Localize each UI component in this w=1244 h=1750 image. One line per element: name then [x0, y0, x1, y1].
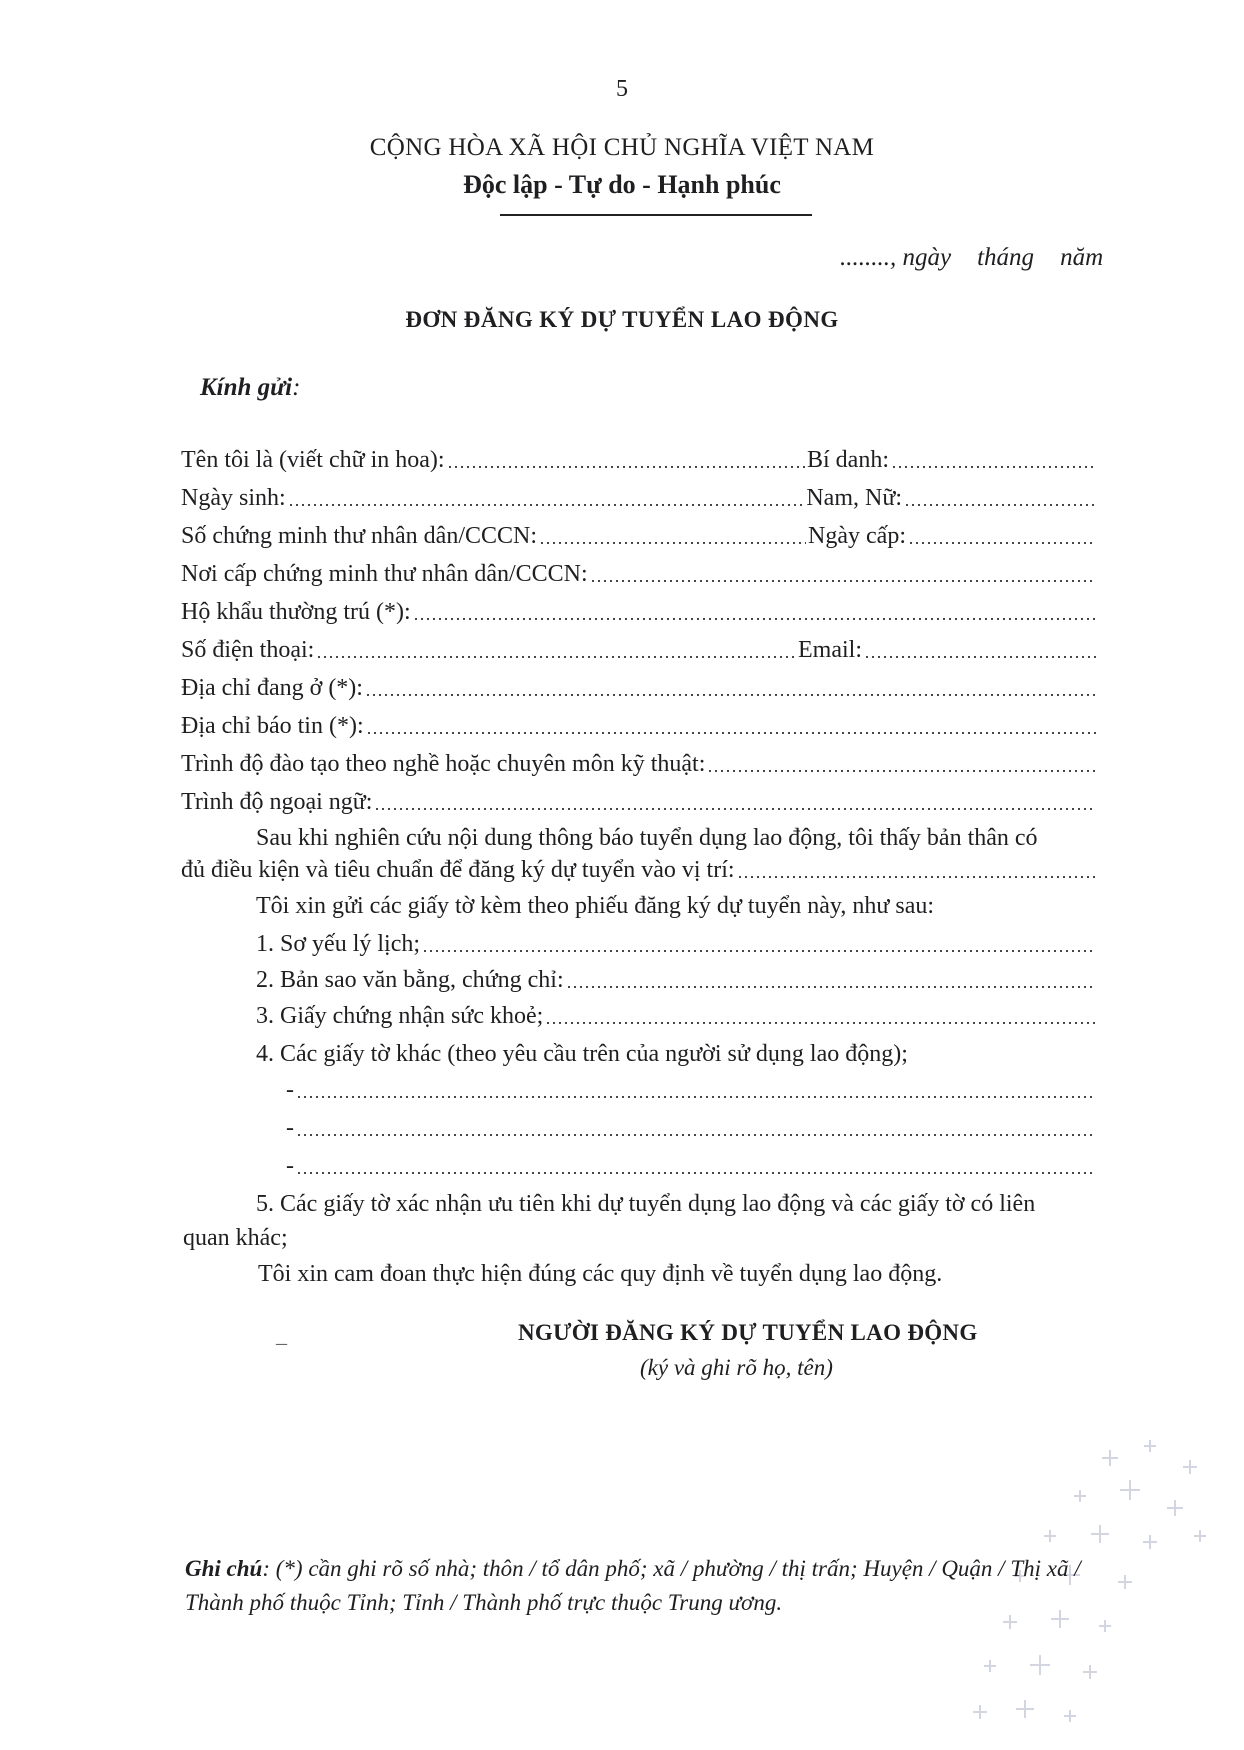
date-place: ........, ngày [840, 244, 952, 271]
statement-line1: Sau khi nghiên cứu nội dung thông báo tuyển dụng lao động, tôi thấy bản thân có [256, 825, 1038, 851]
header-underline [500, 214, 812, 216]
recipient-label: Kính gửi [200, 374, 293, 401]
attachment-row-1 [256, 926, 1098, 958]
other-doc-field-3[interactable] [296, 1155, 1096, 1175]
recipient-colon: : [292, 374, 301, 401]
attachment-1-field[interactable] [422, 933, 1096, 953]
language-label: Trình độ ngoại ngữ: [181, 789, 373, 815]
field-row-name [181, 442, 1098, 474]
email-label: Email: [798, 637, 862, 663]
language-field[interactable] [374, 791, 1096, 811]
position-field[interactable] [737, 859, 1096, 879]
footnote-label: Ghi chú [185, 1556, 263, 1581]
other-doc-field-2[interactable] [296, 1117, 1096, 1137]
full-name-label: Tên tôi là (viết chữ in hoa): [181, 447, 445, 473]
id-number-label: Số chứng minh thư nhân dân/CCCN: [181, 523, 538, 549]
footnote-text: : (*) cần ghi rõ số nhà; thôn / tổ dân phố; xã / phường / thị trấn; Huyện / Quận / Thị xã / Thành phố thuộc Tỉnh; Tỉnh / Thành phố trực thuộc Trung ương. [185, 1556, 1081, 1615]
attachment-4-label: 4. Các giấy tờ khác (theo yêu cầu trên của người sử dụng lao động); [256, 1041, 908, 1067]
field-row-position [181, 852, 1098, 884]
date-line [840, 244, 1103, 272]
attachment-5-line2: quan khác; [183, 1225, 288, 1251]
nation-header: CỘNG HÒA XÃ HỘI CHỦ NGHĨA VIỆT NAM [369, 134, 875, 161]
gender-field[interactable] [904, 487, 1096, 507]
field-row-language [181, 784, 1098, 816]
form-title: ĐƠN ĐĂNG KÝ DỰ TUYỂN LAO ĐỘNG [405, 307, 839, 332]
field-row-current-address [181, 670, 1098, 702]
phone-label: Số điện thoại: [181, 637, 315, 663]
id-number-field[interactable] [539, 525, 806, 545]
attachment-1-label: 1. Sơ yếu lý lịch; [256, 931, 421, 957]
dob-label: Ngày sinh: [181, 485, 286, 511]
contact-address-label: Địa chỉ báo tin (*): [181, 713, 364, 739]
other-doc-row-1 [286, 1072, 1098, 1104]
signature-subtitle: (ký và ghi rõ họ, tên) [640, 1355, 833, 1380]
date-month: tháng [977, 244, 1035, 271]
dash-marker: - [286, 1153, 294, 1179]
field-row-contact-address [181, 708, 1098, 740]
field-row-issue-place [181, 556, 1098, 588]
attachment-row-2 [256, 962, 1098, 994]
signature-mark: _ [276, 1322, 287, 1347]
issue-date-label: Ngày cấp: [808, 523, 906, 549]
full-name-field[interactable] [447, 449, 805, 469]
other-doc-row-3 [286, 1148, 1098, 1180]
issue-date-field[interactable] [908, 525, 1096, 545]
other-doc-field-1[interactable] [296, 1079, 1096, 1099]
motto-header: Độc lập - Tự do - Hạnh phúc [463, 170, 781, 199]
residence-field[interactable] [413, 601, 1096, 621]
issue-place-field[interactable] [590, 563, 1096, 583]
page-number: 5 [616, 76, 628, 102]
attachment-2-field[interactable] [566, 969, 1096, 989]
footnote [185, 1552, 1145, 1620]
phone-field[interactable] [316, 639, 796, 659]
signature-title: NGƯỜI ĐĂNG KÝ DỰ TUYỂN LAO ĐỘNG [518, 1320, 978, 1345]
field-row-id [181, 518, 1098, 550]
contact-address-field[interactable] [366, 715, 1096, 735]
date-year: năm [1060, 244, 1104, 271]
current-address-label: Địa chỉ đang ở (*): [181, 675, 363, 701]
training-field[interactable] [707, 753, 1096, 773]
attachment-2-label: 2. Bản sao văn bằng, chứng chỉ: [256, 967, 564, 993]
current-address-field[interactable] [365, 677, 1096, 697]
attachment-row-3 [256, 998, 1098, 1030]
field-row-training [181, 746, 1098, 778]
dash-marker: - [286, 1115, 294, 1141]
attachment-5-line1: 5. Các giấy tờ xác nhận ưu tiên khi dự tuyển dụng lao động và các giấy tờ có liên [256, 1191, 1036, 1217]
field-row-dob [181, 480, 1098, 512]
field-row-phone [181, 632, 1098, 664]
commitment-text: Tôi xin cam đoan thực hiện đúng các quy định về tuyển dụng lao động. [258, 1261, 943, 1287]
residence-label: Hộ khẩu thường trú (*): [181, 599, 411, 625]
dob-field[interactable] [288, 487, 805, 507]
training-label: Trình độ đào tạo theo nghề hoặc chuyên môn kỹ thuật: [181, 751, 706, 777]
recipient-line [200, 374, 300, 402]
gender-label: Nam, Nữ: [806, 485, 902, 511]
field-row-residence [181, 594, 1098, 626]
dash-marker: - [286, 1077, 294, 1103]
statement-line2: đủ điều kiện và tiêu chuẩn để đăng ký dự tuyển vào vị trí: [181, 857, 735, 883]
alias-label: Bí danh: [807, 447, 889, 473]
other-doc-row-2 [286, 1110, 1098, 1142]
attachments-intro: Tôi xin gửi các giấy tờ kèm theo phiếu đăng ký dự tuyển này, như sau: [256, 893, 935, 919]
attachment-3-field[interactable] [545, 1005, 1096, 1025]
alias-field[interactable] [891, 449, 1096, 469]
issue-place-label: Nơi cấp chứng minh thư nhân dân/CCCN: [181, 561, 588, 587]
attachment-3-label: 3. Giấy chứng nhận sức khoẻ; [256, 1003, 544, 1029]
email-field[interactable] [864, 639, 1096, 659]
